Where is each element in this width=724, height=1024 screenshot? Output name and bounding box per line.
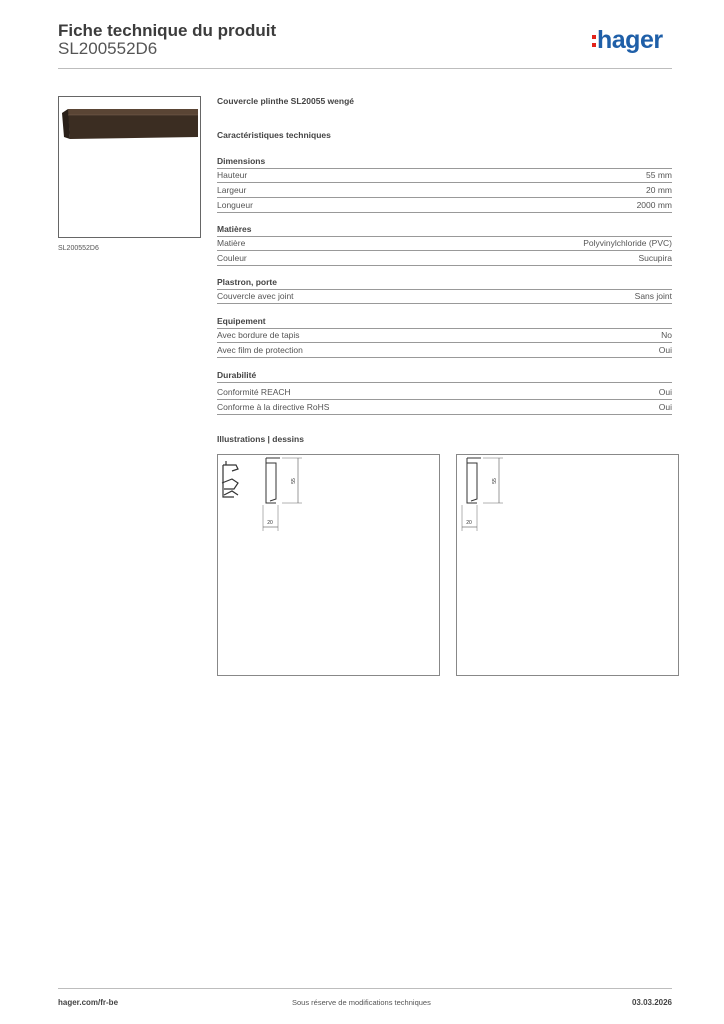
hager-logo (592, 26, 663, 55)
section-dimensions: Dimensions (217, 156, 672, 169)
spec-label: Avec bordure de tapis (217, 330, 300, 340)
section-plastron: Plastron, porte (217, 277, 672, 290)
spec-value: Oui (658, 345, 672, 355)
profile-drawing (218, 455, 439, 675)
footer-divider (58, 988, 672, 989)
dimension-width-label: 20 (267, 520, 273, 526)
technical-drawing-1 (217, 454, 440, 676)
spec-value: Oui (658, 402, 672, 412)
footer-disclaimer: Sous réserve de modifications techniques (292, 998, 431, 1007)
product-title: Couvercle plinthe SL20055 wengé (217, 96, 354, 106)
spec-row (217, 198, 672, 213)
spec-label: Conformité REACH (217, 387, 291, 397)
spec-row (217, 289, 672, 304)
spec-value: Oui (658, 387, 672, 397)
section-equipment: Equipement (217, 316, 672, 329)
dimension-height-label: 55 (291, 478, 297, 484)
spec-value: No (661, 330, 672, 340)
header-divider (58, 68, 672, 69)
logo-dots-icon (592, 34, 596, 48)
spec-label: Matière (217, 238, 246, 248)
spec-row (217, 328, 672, 343)
spec-label: Avec film de protection (217, 345, 303, 355)
product-image-frame (58, 96, 201, 238)
spec-label: Longueur (217, 200, 253, 210)
spec-label: Hauteur (217, 170, 248, 180)
spec-row (217, 400, 672, 415)
product-image-caption: SL200552D6 (58, 245, 99, 252)
spec-value: 55 mm (646, 170, 672, 180)
product-photo (62, 109, 198, 139)
spec-value: Polyvinylchloride (PVC) (583, 238, 672, 248)
spec-value: 20 mm (646, 185, 672, 195)
dimension-height-label: 55 (492, 478, 498, 484)
spec-row (217, 251, 672, 266)
logo-text: hager (597, 26, 663, 54)
spec-row (217, 168, 672, 183)
spec-row (217, 385, 672, 400)
section-materials: Matières (217, 224, 672, 237)
spec-row (217, 183, 672, 198)
spec-value: 2000 mm (636, 200, 672, 210)
dimension-width-label: 20 (466, 520, 472, 526)
technical-drawing-2 (456, 454, 679, 676)
spec-label: Couleur (217, 253, 247, 263)
spec-label: Couvercle avec joint (217, 291, 294, 301)
spec-label: Largeur (217, 185, 247, 195)
spec-value: Sucupira (638, 253, 672, 263)
illustrations-heading: Illustrations | dessins (217, 434, 304, 444)
specs-heading: Caractéristiques techniques (217, 130, 331, 140)
footer-date: 03.03.2026 (631, 998, 672, 1007)
profile-drawing (457, 455, 678, 675)
footer-website-link[interactable]: hager.com/fr-be (58, 998, 119, 1007)
section-durability: Durabilité (217, 370, 672, 383)
spec-row (217, 343, 672, 358)
spec-label: Conforme à la directive RoHS (217, 402, 330, 412)
spec-row (217, 236, 672, 251)
product-code: SL200552D6 (58, 39, 158, 58)
document-title: Fiche technique du produit (58, 21, 277, 40)
spec-value: Sans joint (634, 291, 672, 301)
